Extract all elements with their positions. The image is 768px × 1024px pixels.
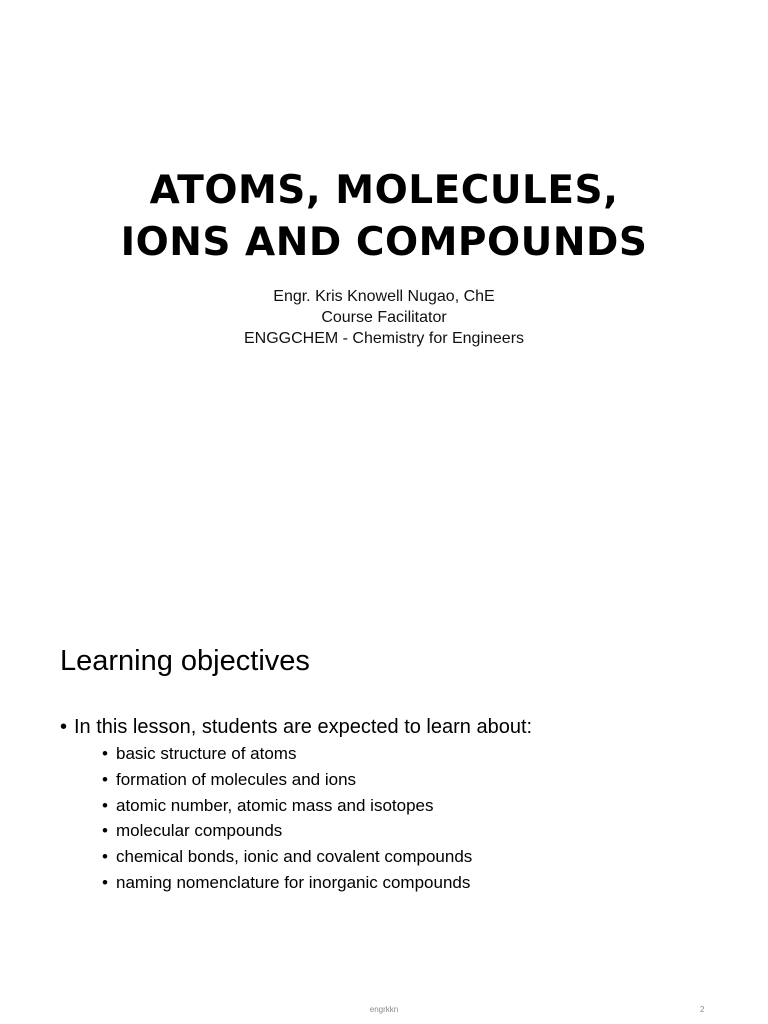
list-item [74,767,710,793]
course-name: ENGGCHEM - Chemistry for Engineers [243,330,525,347]
footer-text: engrkkn [369,1005,399,1014]
bullet-icon: • [102,821,108,841]
bullet-icon: • [102,744,108,763]
slide-title-line-1: ATOMS, MOLECULES, [149,168,619,213]
list-item-text: naming nomenclature for inorganic compounds [116,872,471,892]
list-item [74,793,710,819]
slide-title [0,165,768,269]
bullet-icon: • [60,716,68,738]
presenter-name: Engr. Kris Knowell Nugao, ChE [273,288,495,305]
bullet-icon: • [102,769,108,789]
objectives-intro [60,713,710,896]
bullet-icon: • [102,847,108,867]
list-item-text: chemical bonds, ionic and covalent compounds [116,847,473,867]
bullet-icon: • [102,872,108,892]
list-item-text: basic structure of atoms [116,744,297,763]
page-number: 2 [700,1005,705,1014]
list-item [74,844,710,870]
bullet-icon: • [102,795,108,815]
list-item [74,818,710,844]
list-item-text: formation of molecules and ions [116,769,357,789]
slide-subtitle [0,286,768,349]
objectives-intro-text: In this lesson, students are expected to learn about: [74,716,533,738]
section-heading: Learning objectives [60,645,310,677]
presenter-role: Course Facilitator [321,309,447,326]
list-item-text: molecular compounds [116,821,283,841]
list-item [74,870,710,896]
objectives-sublist [74,741,710,896]
list-item-text: atomic number, atomic mass and isotopes [116,795,434,815]
list-item [74,741,710,767]
slide-title-line-2: IONS AND COMPOUNDS [120,220,648,265]
objectives-list [60,713,710,896]
